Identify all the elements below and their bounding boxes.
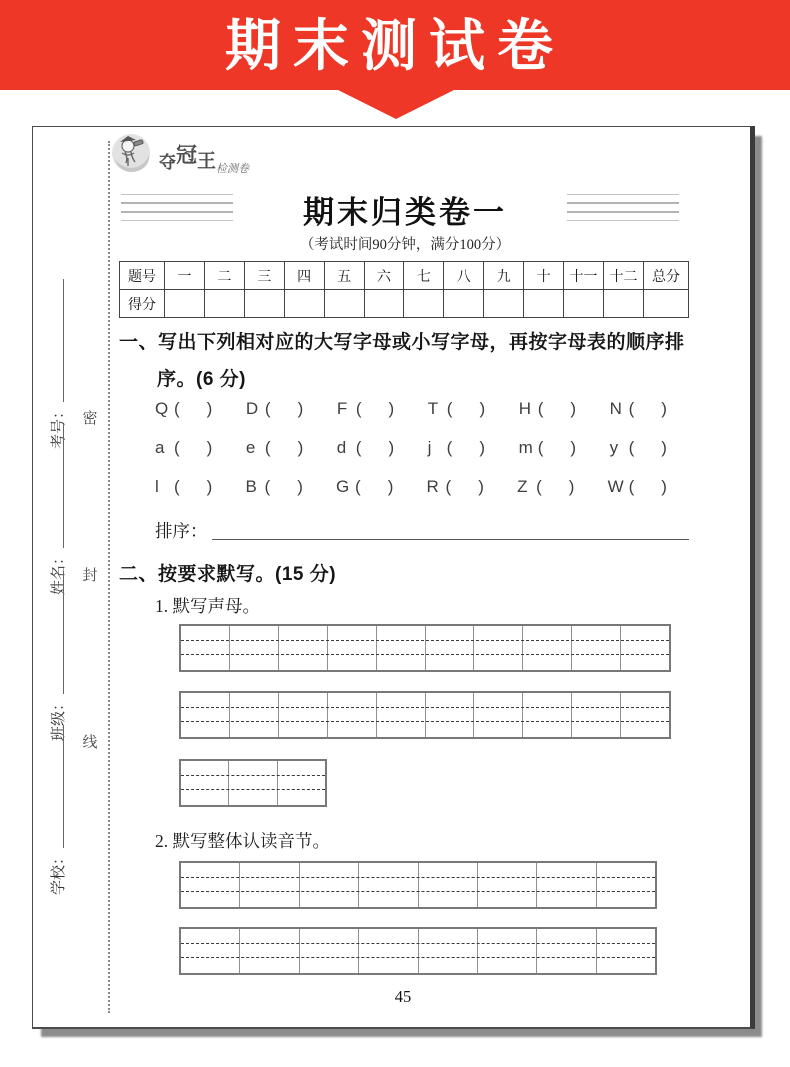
score-empty-cell bbox=[204, 290, 244, 318]
paren-close: ) bbox=[206, 476, 213, 496]
paren-open: ( bbox=[446, 437, 453, 457]
student-name-field: 姓名： bbox=[49, 425, 67, 595]
paren-close: ) bbox=[479, 398, 486, 418]
blank-line bbox=[63, 571, 64, 694]
brand-text: 夺冠王$_{检测卷}$ bbox=[159, 144, 250, 175]
banner-title: 期末测试卷 bbox=[225, 14, 565, 77]
score-empty-cell bbox=[644, 290, 689, 318]
pinyin-grid-syllables-2 bbox=[179, 927, 657, 975]
letter: j bbox=[427, 437, 432, 457]
exam-number-field: 考号： bbox=[49, 279, 67, 449]
score-empty-cell bbox=[364, 290, 404, 318]
paren-close: ) bbox=[661, 437, 667, 457]
pinyin-cell bbox=[620, 693, 669, 737]
pinyin-grid-initials-3 bbox=[179, 759, 327, 807]
pinyin-cell bbox=[536, 863, 595, 907]
paren-close: ) bbox=[661, 476, 667, 496]
q2-heading: 二、按要求默写。(15 分) bbox=[119, 564, 337, 585]
letter-blank-group bbox=[517, 477, 574, 497]
pinyin-cell bbox=[181, 693, 229, 737]
paren-open: ( bbox=[537, 398, 544, 418]
letter-blank-group bbox=[336, 477, 393, 497]
score-empty-cell bbox=[404, 290, 444, 318]
exam-banner bbox=[0, 0, 790, 90]
pinyin-cell bbox=[277, 761, 325, 805]
paren-open: ( bbox=[355, 398, 362, 418]
paren-close: ) bbox=[387, 476, 394, 496]
pinyin-grid-syllables-1 bbox=[179, 861, 657, 909]
seal-char-mi: 密 bbox=[82, 411, 98, 427]
pinyin-cell bbox=[181, 761, 228, 805]
letter-blank-group bbox=[608, 477, 667, 497]
letter: Z bbox=[517, 476, 528, 496]
pinyin-cell bbox=[327, 693, 376, 737]
letter: N bbox=[609, 398, 622, 418]
letter: G bbox=[336, 476, 350, 496]
pinyin-cell bbox=[181, 863, 239, 907]
paren-open: ( bbox=[174, 476, 180, 496]
pinyin-dashed-line bbox=[181, 640, 669, 641]
letter-matching-rows bbox=[155, 389, 667, 506]
blank-line bbox=[63, 725, 64, 848]
pinyin-cell bbox=[571, 626, 620, 670]
letter-blank-group bbox=[155, 438, 212, 458]
paper-title: 期末归类卷一 bbox=[303, 195, 507, 230]
pinyin-cell bbox=[596, 929, 655, 973]
letter-blank-group bbox=[337, 399, 394, 419]
pinyin-dashed-line bbox=[181, 891, 655, 892]
letter: R bbox=[426, 476, 439, 496]
letter-blank-group bbox=[337, 438, 394, 458]
letter: D bbox=[245, 398, 259, 418]
letter-blank-group bbox=[155, 477, 212, 497]
letter: d bbox=[336, 437, 347, 457]
score-empty-cell bbox=[324, 290, 364, 318]
seal-char-feng: 封 bbox=[82, 568, 98, 584]
pinyin-dashed-line bbox=[181, 877, 655, 878]
letter-blank-group bbox=[610, 438, 667, 458]
letter-row bbox=[155, 428, 667, 467]
letter-blank-group bbox=[428, 399, 485, 419]
letter-blank-group bbox=[155, 399, 212, 419]
score-table-header-cell: 五 bbox=[324, 262, 364, 290]
letter-blank-group bbox=[246, 399, 303, 419]
pinyin-cell bbox=[477, 863, 536, 907]
seal-dotted-line bbox=[108, 141, 110, 1013]
letter: B bbox=[245, 476, 257, 496]
paren-close: ) bbox=[297, 398, 304, 418]
paren-open: ( bbox=[355, 476, 361, 496]
score-table-header-cell: 十 bbox=[524, 262, 564, 290]
score-table-header-cell: 十二 bbox=[603, 262, 643, 290]
score-table-header-cell: 七 bbox=[404, 262, 444, 290]
pinyin-cell bbox=[327, 626, 376, 670]
sort-label: 排序： bbox=[155, 521, 208, 541]
pinyin-cell bbox=[299, 863, 358, 907]
pinyin-cell bbox=[536, 929, 595, 973]
paren-open: ( bbox=[174, 398, 180, 418]
pinyin-cell bbox=[477, 929, 536, 973]
sort-answer-line bbox=[155, 519, 689, 543]
pinyin-cell bbox=[229, 693, 278, 737]
pinyin-cell bbox=[376, 693, 425, 737]
pinyin-grid-initials-2 bbox=[179, 691, 671, 739]
letter: l bbox=[155, 476, 159, 496]
pinyin-grid-initials-1 bbox=[179, 624, 671, 672]
q1-heading-line1: 一、写出下列相对应的大写字母或小写字母，再按字母表的顺序排 bbox=[119, 332, 685, 353]
letter: F bbox=[336, 398, 348, 418]
letter: e bbox=[245, 437, 256, 457]
pinyin-cell bbox=[425, 693, 474, 737]
pinyin-dashed-line bbox=[181, 789, 325, 790]
paren-close: ) bbox=[570, 398, 577, 418]
letter: m bbox=[518, 437, 533, 457]
score-empty-cell bbox=[564, 290, 604, 318]
pinyin-cell bbox=[620, 626, 669, 670]
banner-arrow-icon bbox=[338, 90, 454, 119]
score-table-header-cell: 十一 bbox=[564, 262, 604, 290]
score-table bbox=[119, 261, 689, 318]
pinyin-dashed-line bbox=[181, 707, 669, 708]
letter: a bbox=[155, 437, 165, 457]
letter-blank-group bbox=[246, 438, 303, 458]
pinyin-cell bbox=[181, 929, 239, 973]
pinyin-cell bbox=[425, 626, 474, 670]
brand-logo bbox=[109, 131, 249, 176]
pinyin-cell bbox=[278, 693, 327, 737]
paren-close: ) bbox=[479, 437, 486, 457]
letter: T bbox=[427, 398, 439, 418]
score-empty-cell bbox=[444, 290, 484, 318]
paren-open: ( bbox=[628, 398, 635, 418]
score-table-header-cell: 四 bbox=[284, 262, 324, 290]
letter-blank-group bbox=[519, 438, 577, 458]
seal-char-xian: 线 bbox=[82, 735, 98, 751]
letter-blank-group bbox=[519, 399, 576, 419]
score-table-header-cell: 六 bbox=[364, 262, 404, 290]
pinyin-cell bbox=[181, 626, 229, 670]
pinyin-cell bbox=[239, 863, 298, 907]
score-empty-cell bbox=[244, 290, 284, 318]
score-empty-cell bbox=[284, 290, 324, 318]
paren-close: ) bbox=[206, 398, 213, 418]
pinyin-cell bbox=[358, 929, 417, 973]
page-number: 45 bbox=[394, 987, 412, 1006]
paren-close: ) bbox=[206, 437, 213, 457]
score-empty-cell bbox=[484, 290, 524, 318]
letter-row bbox=[155, 389, 667, 428]
paren-close: ) bbox=[297, 476, 303, 496]
paren-close: ) bbox=[568, 476, 575, 496]
exam-paper-page bbox=[32, 126, 755, 1029]
pinyin-cell bbox=[571, 693, 620, 737]
pinyin-dashed-line bbox=[181, 957, 655, 958]
paren-open: ( bbox=[446, 398, 453, 418]
pinyin-cell bbox=[522, 693, 571, 737]
score-empty-cell bbox=[524, 290, 564, 318]
paren-open: ( bbox=[264, 437, 271, 457]
pinyin-cell bbox=[239, 929, 298, 973]
letter: W bbox=[607, 476, 624, 496]
score-table-header-cell: 八 bbox=[444, 262, 484, 290]
score-table-header-cell: 总分 bbox=[644, 262, 689, 290]
letter: Q bbox=[155, 398, 169, 418]
score-table-header-cell: 二 bbox=[204, 262, 244, 290]
q2-sub2: 2. 默写整体认读音节。 bbox=[155, 831, 330, 851]
paren-close: ) bbox=[661, 398, 667, 418]
pinyin-dashed-line bbox=[181, 943, 655, 944]
school-field: 学校： bbox=[49, 725, 67, 895]
class-field: 班级： bbox=[49, 571, 67, 741]
pinyin-cell bbox=[278, 626, 327, 670]
pinyin-cell bbox=[228, 761, 276, 805]
pinyin-cell bbox=[522, 626, 571, 670]
paren-open: ( bbox=[264, 476, 271, 496]
letter: H bbox=[518, 398, 531, 418]
answer-underline bbox=[212, 539, 690, 540]
pinyin-cell bbox=[299, 929, 358, 973]
pinyin-cell bbox=[418, 863, 477, 907]
paren-open: ( bbox=[355, 437, 362, 457]
paren-open: ( bbox=[536, 476, 542, 496]
paren-close: ) bbox=[388, 437, 395, 457]
letter: y bbox=[609, 437, 619, 457]
letter-blank-group bbox=[428, 438, 485, 458]
score-row-label: 得分 bbox=[120, 290, 165, 318]
pinyin-dashed-line bbox=[181, 721, 669, 722]
blank-line bbox=[63, 425, 64, 548]
pinyin-dashed-line bbox=[181, 775, 325, 776]
pinyin-cell bbox=[473, 626, 522, 670]
paren-close: ) bbox=[570, 437, 577, 457]
paren-open: ( bbox=[174, 437, 180, 457]
pinyin-cell bbox=[376, 626, 425, 670]
score-table-header-cell: 一 bbox=[165, 262, 205, 290]
score-empty-cell bbox=[603, 290, 643, 318]
paren-open: ( bbox=[628, 476, 635, 496]
blank-line bbox=[63, 279, 64, 402]
letter-row bbox=[155, 467, 667, 506]
q1-heading-line2: 序。(6 分) bbox=[157, 369, 247, 390]
pinyin-cell bbox=[473, 693, 522, 737]
paren-close: ) bbox=[388, 398, 395, 418]
paren-open: ( bbox=[445, 476, 452, 496]
pinyin-cell bbox=[358, 863, 417, 907]
paper-subtitle: （考试时间90分钟，满分100分） bbox=[299, 237, 511, 253]
letter-blank-group bbox=[427, 477, 484, 497]
score-table-header-cell: 三 bbox=[244, 262, 284, 290]
letter-blank-group bbox=[610, 399, 667, 419]
score-table-header-cell: 九 bbox=[484, 262, 524, 290]
mascot-icon bbox=[109, 131, 153, 175]
pinyin-dashed-line bbox=[181, 654, 669, 655]
pinyin-cell bbox=[418, 929, 477, 973]
letter-blank-group bbox=[246, 477, 303, 497]
paren-open: ( bbox=[628, 437, 635, 457]
q2-sub1: 1. 默写声母。 bbox=[155, 596, 260, 616]
paren-open: ( bbox=[264, 398, 271, 418]
score-empty-cell bbox=[165, 290, 205, 318]
pinyin-cell bbox=[596, 863, 655, 907]
paren-open: ( bbox=[537, 437, 544, 457]
score-table-header-cell: 题号 bbox=[120, 262, 165, 290]
paren-close: ) bbox=[297, 437, 304, 457]
pinyin-cell bbox=[229, 626, 278, 670]
paren-close: ) bbox=[478, 476, 484, 496]
